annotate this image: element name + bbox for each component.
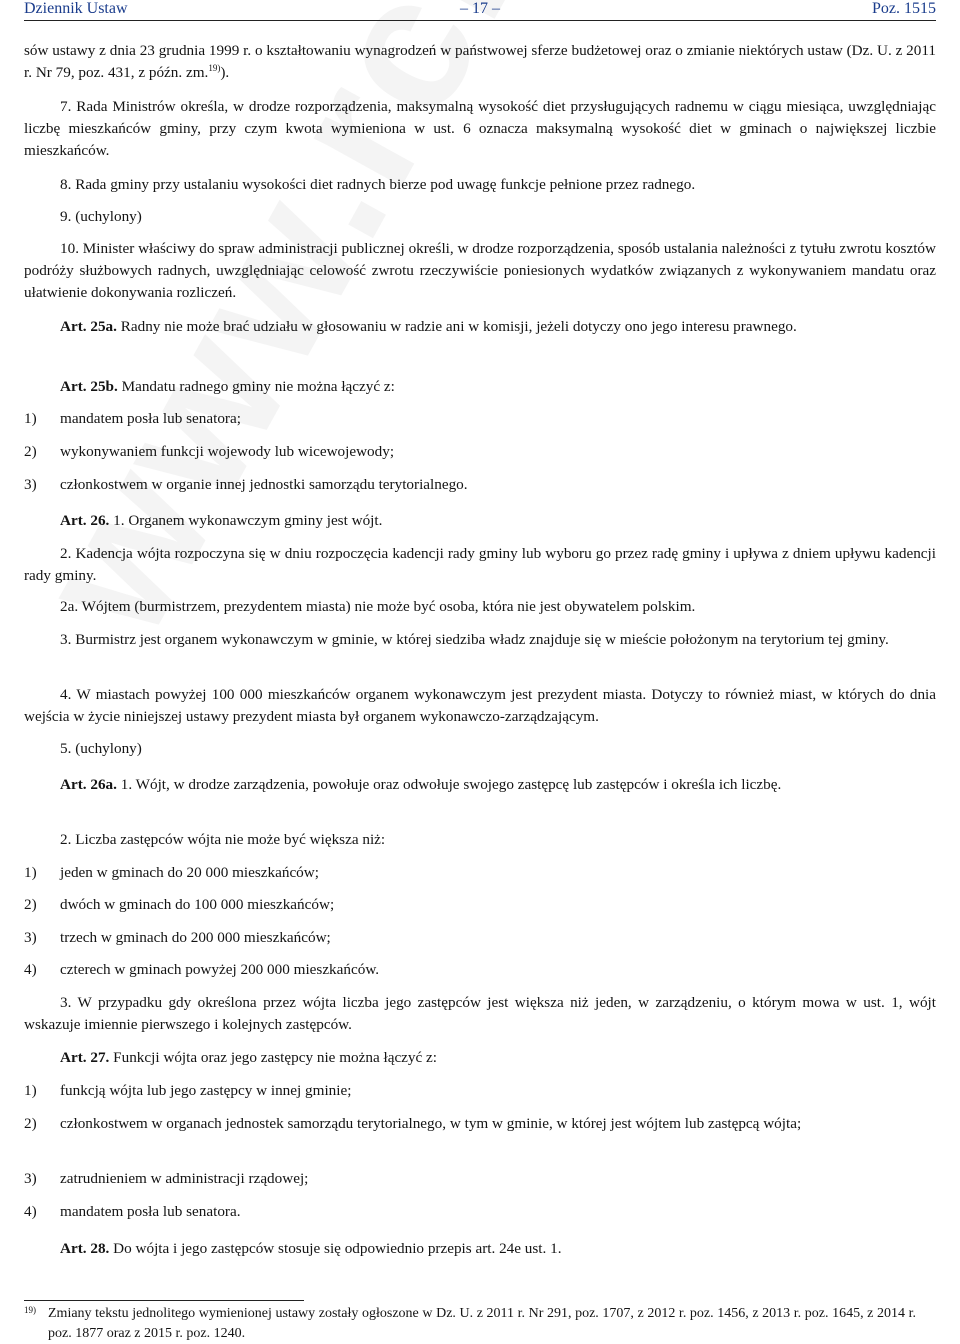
- intro-paragraph: sów ustawy z dnia 23 grudnia 1999 r. o kształtowaniu wynagrodzeń w państwowej sferze budżetowej oraz o zmianie niektórych ustaw (Dz. U. z 2011 r. Nr 79, poz. 431, z późn. zm.$^{19)}$).: [24, 42, 936, 81]
- paragraph-10: 10. Minister właściwy do spraw administracji publicznej określi, w drodze rozporządzenia, sposób ustalania należności z tytułu zwrotu kosztów podróży służbowych radnych, uwzględniając celowość zwrotu rzeczywiście poniesionych wydatków związanych z wykonywaniem mandatu oraz ułatwienie dokonywania rozliczeń.: [24, 240, 936, 301]
- list-item: 1) jeden w gminach do 20 000 mieszkańców;: [24, 864, 319, 881]
- footnote-separator: [24, 1300, 304, 1301]
- article-label: Art. 26.: [60, 512, 110, 529]
- page-header: [24, 0, 936, 21]
- paragraph-7: 7. Rada Ministrów określa, w drodze rozporządzenia, maksymalną wysokość diet przysługujących radnemu w ciągu miesiąca, uwzględniając liczbę mieszkańców gminy, przy czym kwota wymieniona w ust. 6 oznacza maksymalną wysokość diet w gminach o największej liczbie mieszkańców.: [24, 98, 936, 159]
- article-26-section-2: 2. Kadencja wójta rozpoczyna się w dniu rozpoczęcia kadencji rady gminy lub wyboru go przez radę gminy i upływa z dniem upływu kadencji rady gminy.: [24, 545, 936, 584]
- article-25b: Art. 25b. Mandatu radnego gminy nie można łączyć z:: [60, 378, 395, 395]
- list-item: 1) funkcją wójta lub jego zastępcy w innej gminie;: [24, 1082, 352, 1099]
- list-item: 2) wykonywaniem funkcji wojewody lub wicewojewody;: [24, 443, 395, 460]
- paragraph-9: 9. (uchylony): [60, 208, 142, 225]
- article-26a-section-3: 3. W przypadku gdy określona przez wójta liczba jego zastępców jest większa niż jeden, w zarządzeniu, o którym mowa w ust. 1, wójt wskazuje imiennie pierwszego i kolejnych zastępców.: [24, 994, 936, 1033]
- article-26-section-4: 4. W miastach powyżej 100 000 mieszkańców organem wykonawczym jest prezydent miasta. Dotyczy to również miast, w których do dnia wejścia w życie niniejszej ustawy prezydent miasta był organem wykonawczo-zarządzającym.: [24, 686, 936, 725]
- list-item: 3) zatrudnieniem w administracji rządowej;: [24, 1170, 309, 1187]
- article-26-section-2a: 2a. Wójtem (burmistrzem, prezydentem miasta) nie może być osoba, która nie jest obywatelem polskim.: [60, 598, 696, 615]
- paragraph-8: 8. Rada gminy przy ustalaniu wysokości diet radnych bierze pod uwagę funkcje pełnione przez radnego.: [60, 176, 696, 193]
- article-26-section-5: 5. (uchylony): [60, 740, 142, 757]
- article-label: Art. 25a.: [60, 318, 117, 335]
- article-28: Art. 28. Do wójta i jego zastępców stosuje się odpowiednio przepis art. 24e ust. 1.: [60, 1240, 562, 1257]
- position-number: Poz. 1515: [872, 0, 936, 17]
- list-item: 2) członkostwem w organach jednostek samorządu terytorialnego, w tym w gminie, w której jest wójtem lub zastępcą wójta;: [24, 1115, 802, 1132]
- list-item: 3) trzech w gminach do 200 000 mieszkańców;: [24, 929, 331, 946]
- article-label: Art. 27.: [60, 1049, 110, 1066]
- page-number: – 17 –: [460, 0, 500, 17]
- footnote-reference[interactable]: 19): [208, 63, 221, 73]
- article-26: Art. 26. 1. Organem wykonawczym gminy jest wójt.: [60, 512, 383, 529]
- article-label: Art. 26a.: [60, 776, 117, 793]
- list-item: 1) mandatem posła lub senatora;: [24, 410, 241, 427]
- footnote-text: Zmiany tekstu jednolitego wymienionej ustawy zostały ogłoszone w Dz. U. z 2011 r. Nr 291, poz. 1707, z 2012 r. poz. 1456, z 2013 r. poz. 1645, z 2014 r. poz. 1877 oraz z 2015 r. poz. 1240.: [48, 1306, 916, 1341]
- list-item: 3) członkostwem w organie innej jednostki samorządu terytorialnego.: [24, 476, 468, 493]
- list-item: 4) mandatem posła lub senatora.: [24, 1203, 241, 1220]
- list-item: 2) dwóch w gminach do 100 000 mieszkańców;: [24, 896, 335, 913]
- article-26-section-3: 3. Burmistrz jest organem wykonawczym w gminie, w której siedziba władz znajduje się w mieście położonym na terytorium tej gminy.: [60, 631, 889, 648]
- article-label: Art. 25b.: [60, 378, 118, 395]
- journal-title: Dziennik Ustaw: [24, 0, 128, 17]
- list-item: 4) czterech w gminach powyżej 200 000 mieszkańców.: [24, 961, 380, 978]
- footnote-mark: 19): [24, 1305, 36, 1315]
- article-27: Art. 27. Funkcji wójta oraz jego zastępcy nie można łączyć z:: [60, 1049, 438, 1066]
- article-26a-section-2: 2. Liczba zastępców wójta nie może być większa niż:: [60, 831, 386, 848]
- article-25a: Art. 25a. Radny nie może brać udziału w głosowaniu w radzie ani w komisji, jeżeli dotyczy ono jego interesu prawnego.: [60, 318, 797, 335]
- footnote: [24, 1304, 916, 1344]
- article-label: Art. 28.: [60, 1240, 110, 1257]
- article-26a: Art. 26a. 1. Wójt, w drodze zarządzenia, powołuje oraz odwołuje swojego zastępcę lub zastępców i określa ich liczbę.: [60, 776, 782, 793]
